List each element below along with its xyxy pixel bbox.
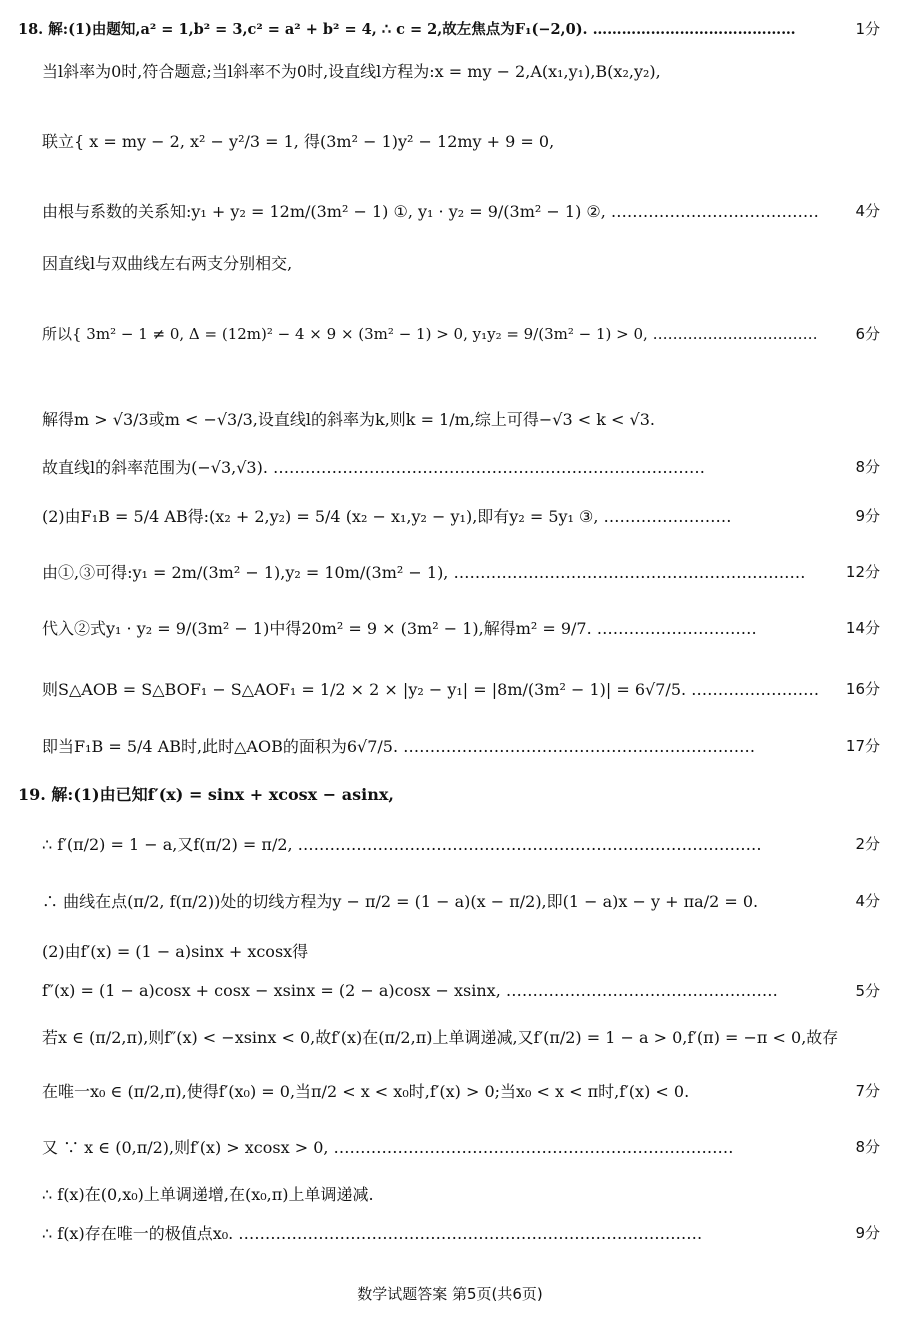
- solution-text: 又 ∵ x ∈ (0,π/2),则f′(x) > xcosx > 0, …………………………………………………………………: [42, 1137, 734, 1157]
- solution-text: 故直线l的斜率范围为(−√3,√3). ………………………………………………………………………: [42, 457, 706, 477]
- solution-text: 即当F₁B = 5/4 AB时,此时△AOB的面积为6√7/5. …………………………………………………………: [42, 736, 756, 756]
- score-points: 7分: [855, 1081, 880, 1100]
- score-points: 9分: [855, 506, 880, 525]
- solution-text: 若x ∈ (π/2,π),则f″(x) < −xsinx < 0,故f′(x)在(π/2,π)上单调递减,又f′(π/2) = 1 − a > 0,f′(π) = −π < 0,故存: [42, 1027, 839, 1047]
- solution-text: 当l斜率为0时,符合题意;当l斜率不为0时,设直线l方程为:x = my − 2,A(x₁,y₁),B(x₂,y₂),: [42, 61, 661, 81]
- solution-text: 联立{ x = my − 2, x² − y²/3 = 1, 得(3m² − 1)y² − 12my + 9 = 0,: [42, 131, 555, 151]
- solution-text: ∴ f(x)在(0,x₀)上单调递增,在(x₀,π)上单调递减.: [42, 1184, 374, 1204]
- score-points: 4分: [855, 201, 880, 220]
- solution-text: f″(x) = (1 − a)cosx + cosx − xsinx = (2 − a)cosx − xsinx, ……………………………………………: [42, 980, 778, 1000]
- solution-text: (2)由F₁B = 5/4 AB得:(x₂ + 2,y₂) = 5/4 (x₂ − x₁,y₂ − y₁),即有y₂ = 5y₁ ③, ……………………: [42, 506, 732, 526]
- score-points: 8分: [855, 457, 880, 476]
- score-points: 17分: [845, 736, 880, 755]
- score-points: 6分: [855, 324, 880, 343]
- solution-text: 代入②式y₁ · y₂ = 9/(3m² − 1)中得20m² = 9 × (3m² − 1),解得m² = 9/7. …………………………: [42, 618, 757, 638]
- score-points: 4分: [855, 891, 880, 910]
- solution-text: ∴ f′(π/2) = 1 − a,又f(π/2) = π/2, ……………………………………………………………………………: [42, 834, 762, 854]
- score-points: 2分: [855, 834, 880, 853]
- solution-text: 则S△AOB = S△BOF₁ − S△AOF₁ = 1/2 × 2 × |y₂ − y₁| = |8m/(3m² − 1)| = 6√7/5. ……………………: [42, 679, 820, 699]
- solution-text: 19. 解:(1)由已知f′(x) = sinx + xcosx − asinx,: [18, 784, 394, 804]
- score-points: 9分: [855, 1223, 880, 1242]
- solution-text: 由根与系数的关系知:y₁ + y₂ = 12m/(3m² − 1) ①, y₁ · y₂ = 9/(3m² − 1) ②, …………………………………: [42, 201, 819, 221]
- score-points: 1分: [855, 19, 880, 38]
- solution-text: 18. 解:(1)由题知,a² = 1,b² = 3,c² = a² + b² = 4, ∴ c = 2,故左焦点为F₁(−2,0). ……………………………………: [18, 20, 796, 38]
- score-points: 8分: [855, 1137, 880, 1156]
- solution-text: 所以{ 3m² − 1 ≠ 0, Δ = (12m)² − 4 × 9 × (3m² − 1) > 0, y₁y₂ = 9/(3m² − 1) > 0, ……………………………: [42, 324, 818, 343]
- solution-text: 解得m > √3/3或m < −√3/3,设直线l的斜率为k,则k = 1/m,综上可得−√3 < k < √3.: [42, 409, 655, 429]
- solution-text: ∴ 曲线在点(π/2, f(π/2))处的切线方程为y − π/2 = (1 − a)(x − π/2),即(1 − a)x − y + πa/2 = 0.: [42, 891, 759, 911]
- solution-text: ∴ f(x)存在唯一的极值点x₀. ……………………………………………………………………………: [42, 1223, 703, 1243]
- page-footer: 数学试题答案 第5页(共6页): [357, 1285, 543, 1303]
- score-points: 14分: [845, 618, 880, 637]
- score-points: 12分: [845, 562, 880, 581]
- solution-text: 由①,③可得:y₁ = 2m/(3m² − 1),y₂ = 10m/(3m² − 1), …………………………………………………………: [42, 562, 806, 582]
- score-points: 16分: [845, 679, 880, 698]
- solution-text: 在唯一x₀ ∈ (π/2,π),使得f′(x₀) = 0,当π/2 < x < x₀时,f′(x) > 0;当x₀ < x < π时,f′(x) < 0.: [42, 1081, 690, 1101]
- solution-text: 因直线l与双曲线左右两支分别相交,: [42, 253, 293, 273]
- solution-text: (2)由f′(x) = (1 − a)sinx + xcosx得: [42, 941, 309, 961]
- score-points: 5分: [855, 981, 880, 1000]
